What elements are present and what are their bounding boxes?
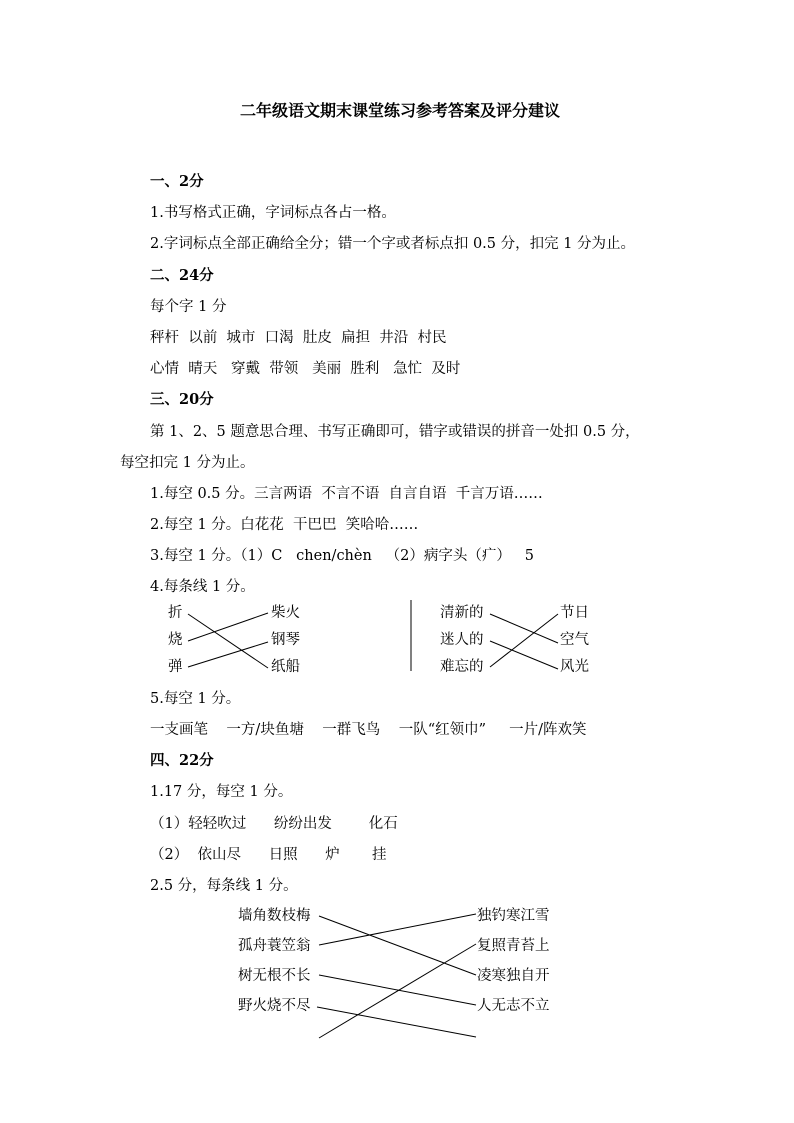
section-2-line-1: 每个字 1 分: [150, 299, 227, 315]
match-adjective: 清新的: [440, 605, 484, 621]
section-4-q1-b: （2） 依山尽 日照 炉 挂: [150, 847, 387, 863]
poem-line-right: 凌寒独自开: [477, 968, 550, 984]
section-3-q4: 4.每条线 1 分。: [150, 579, 255, 595]
section-3-q5-answer: 一支画笔 一方/块鱼塘 一群飞鸟 一队“红领巾” 一片/阵欢笑: [150, 722, 587, 738]
section-3-heading: 三、20分: [150, 391, 214, 408]
match-line: [319, 975, 476, 1005]
poem-line-right: 独钓寒江雪: [477, 908, 550, 924]
match-noun: 节日: [560, 605, 589, 621]
match-verb: 折: [168, 605, 183, 621]
match-line: [317, 1007, 476, 1037]
match-line: [490, 614, 558, 643]
section-4-heading: 四、22分: [150, 752, 214, 769]
section-4-q2: 2.5 分，每条线 1 分。: [150, 878, 298, 894]
match-noun: 柴火: [271, 605, 300, 621]
section-1-line-1: 1.书写格式正确，字词标点各占一格。: [150, 205, 396, 221]
match-noun: 空气: [560, 632, 589, 648]
section-2-line-3: 心情 晴天 穿戴 带领 美丽 胜利 急忙 及时: [150, 361, 461, 377]
poem-line-left: 树无根不长: [238, 968, 311, 984]
section-4-q1-a: （1）轻轻吹过 纷纷出发 化石: [150, 816, 398, 832]
section-3-intro-1: 第 1、2、5 题意思合理、书写正确即可，错字或错误的拼音一处扣 0.5 分，: [150, 424, 640, 440]
poem-line-left: 野火烧不尽: [238, 998, 311, 1014]
match-line: [319, 916, 476, 975]
poem-line-left: 孤舟蓑笠翁: [238, 938, 311, 954]
match-line: [490, 614, 558, 667]
section-3-q2: 2.每空 1 分。白花花 干巴巴 笑哈哈……: [150, 517, 419, 533]
match-line: [319, 914, 476, 945]
match-line: [188, 613, 268, 641]
match-line: [188, 614, 268, 668]
match-noun: 钢琴: [271, 632, 300, 648]
poem-line-right: 复照青苔上: [477, 938, 550, 954]
section-1-heading: 一、2分: [150, 173, 204, 190]
match-adjective: 难忘的: [440, 659, 484, 675]
match-noun: 纸船: [271, 659, 300, 675]
section-3-intro-2: 每空扣完 1 分为止。: [120, 455, 255, 471]
section-2-heading: 二、24分: [150, 267, 214, 284]
match-verb: 弹: [168, 659, 183, 675]
section-3-q5: 5.每空 1 分。: [150, 691, 241, 707]
match-verb: 烧: [168, 632, 183, 648]
match-noun: 风光: [560, 659, 589, 675]
match-line: [188, 642, 268, 667]
poem-line-left: 墙角数枝梅: [238, 908, 311, 924]
section-4-q1: 1.17 分，每空 1 分。: [150, 784, 293, 800]
section-2-line-2: 秤杆 以前 城市 口渴 肚皮 扁担 井沿 村民: [150, 330, 447, 346]
section-3-q1: 1.每空 0.5 分。三言两语 不言不语 自言自语 千言万语……: [150, 486, 543, 502]
section-3-q3: 3.每空 1 分。（1）C chen/chèn （2）病字头（疒） 5: [150, 548, 534, 564]
match-line: [490, 641, 558, 669]
match-adjective: 迷人的: [440, 632, 484, 648]
page-title: 二年级语文期末课堂练习参考答案及评分建议: [240, 101, 561, 120]
section-1-line-2: 2.字词标点全部正确给全分；错一个字或者标点扣 0.5 分，扣完 1 分为止。: [150, 236, 636, 252]
match-line: [319, 944, 476, 1038]
poem-line-right: 人无志不立: [477, 998, 550, 1014]
